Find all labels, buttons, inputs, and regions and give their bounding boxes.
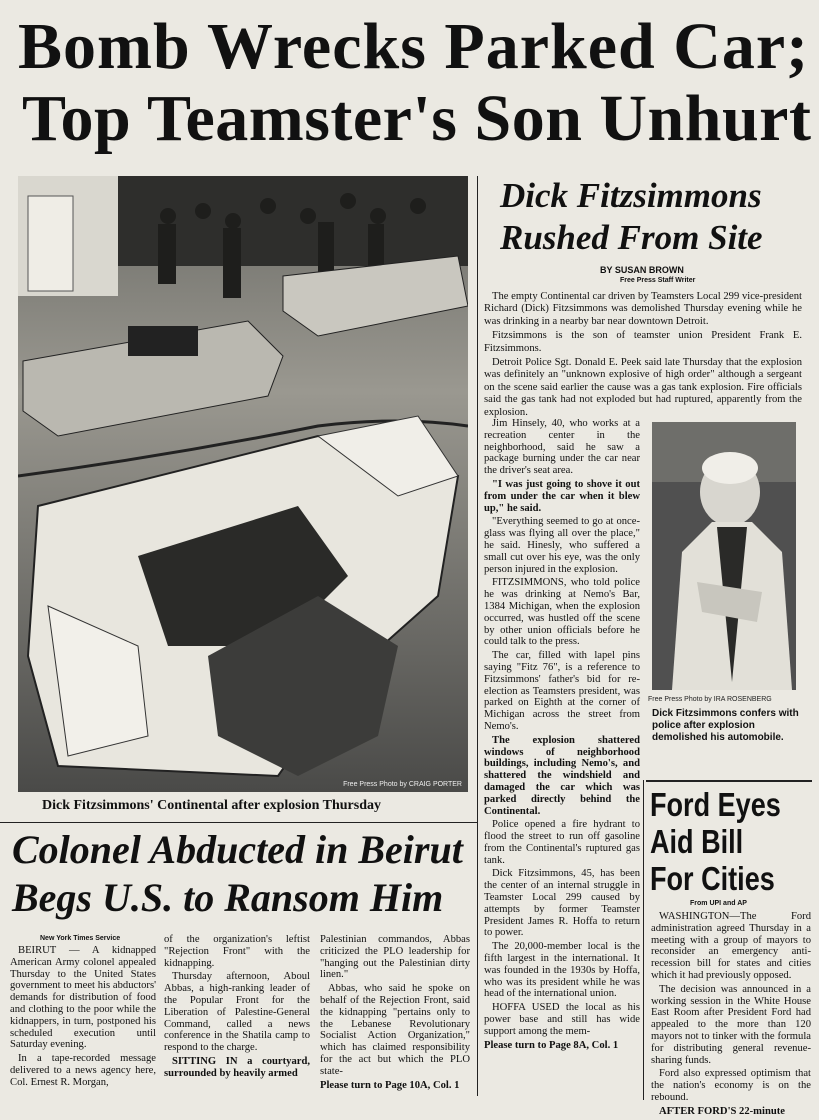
ford-story-text [651, 911, 811, 1120]
beirut-paragraph: BEIRUT — A kidnapped American Army colonel appealed Thursday to the United States government to meet his abductors' demands for distribution of food and clothing to the poor while the kidnappers, in turn, postponed his scheduled execution until Saturday evening. [10, 945, 156, 1051]
beirut-paragraph: of the organization's leftist "Rejection Front" with the kidnapping. [164, 934, 310, 969]
ford-box-left-rule [643, 780, 644, 1100]
beirut-paragraph: In a tape-recorded message delivered to a news agency here, Col. Ernest R. Morgan, [10, 1053, 156, 1088]
lead-byline-credit: Free Press Staff Writer [620, 277, 696, 284]
lead-subhead-line1: Dick Fitzsimmons [500, 176, 762, 215]
lead-jump-line: Please turn to Page 8A, Col. 1 [484, 1039, 619, 1051]
lead-story-narrow-text [484, 418, 640, 1053]
column-divider [477, 176, 478, 1096]
ford-headline-line1: Ford Eyes [650, 786, 781, 823]
beirut-col1 [10, 945, 156, 1091]
beirut-paragraph: Abbas, who said he spoke on behalf of the Rejection Front, said the kidnapping "pertains only to the Lebanese Revolutionary Socialist Action Organization," which has claimed responsibility for the act but which the PLO state- [320, 983, 470, 1077]
car-wreck-image [18, 176, 468, 792]
lead-subhead-line2: Rushed From Site [500, 218, 763, 257]
ford-box-top-rule [646, 780, 812, 782]
beirut-col3 [320, 934, 470, 1093]
beirut-jump-line: Please turn to Page 10A, Col. 1 [320, 1079, 460, 1091]
lead-paragraph: HOFFA USED the local as his power base and still has wide support among the mem- [484, 1002, 640, 1037]
lead-paragraph: Jim Hinsely, 40, who works at a recreation center in the neighborhood, said he saw a package burning under the car near the driver's seat area. [484, 418, 640, 477]
lead-paragraph: Detroit Police Sgt. Donald E. Peek said late Thursday that the explosion was definitely an "unknown explosive of high order" although a sergeant on the scene said earlier the cause was a gas tank explosion. Fire officials said the gas tank had not exploded but had ruptured, apparently from the explosion. [484, 357, 802, 418]
beirut-paragraph: Palestinian commandos, Abbas criticized the PLO leadership for "hanging out the Palestinian dirty linen." [320, 934, 470, 981]
lead-paragraph: FITZSIMMONS, who told police he was drinking at Nemo's Bar, 1384 Michigan, when the explosion occurred, was hustled off the scene by other union officials before he could talk to the press. [484, 577, 640, 648]
beirut-paragraph: Thursday afternoon, Aboul Abbas, a high-ranking leader of the Popular Front for the Liberation of Palestine-General Command, called a news conference in the Shatila camp to respond to the charge. [164, 971, 310, 1054]
beirut-service: New York Times Service [40, 935, 121, 942]
lead-paragraph: The car, filled with lapel pins saying "Fitz 76", is a reference to Fitzsimmons' father's bid for re-election as Teamsters president, was parked on Eighth at the corner of Michigan across the street from Nemo's. [484, 650, 640, 732]
ford-paragraph: WASHINGTON—The Ford administration agreed Thursday in a meeting with a group of mayors to reconsider an emergency anti-recession bill for states and cities which it had previously opposed. [651, 911, 811, 981]
lead-paragraph: "I was just going to shove it out from under the car when it blew up," he said. [484, 478, 640, 514]
main-headline-line1: Bomb Wrecks Parked Car; [18, 10, 810, 83]
main-photo-caption: Dick Fitzsimmons' Continental after explosion Thursday [42, 798, 382, 813]
lead-paragraph: The empty Continental car driven by Teamsters Local 299 vice-president Richard (Dick) Fitzsimmons was demolished Thursday evening while he was drinking in a nearby bar near downtown Detroit. [484, 291, 802, 327]
portrait-photo [652, 422, 796, 690]
ford-headline-line2: Aid Bill [650, 823, 744, 860]
ford-paragraph: AFTER FORD'S 22-minute [659, 1105, 785, 1117]
ford-service: From UPI and AP [690, 900, 747, 907]
beirut-headline-line2: Begs U.S. to Ransom Him [12, 875, 444, 920]
beirut-headline-line1: Colonel Abducted in Beirut [12, 827, 463, 872]
beirut-paragraph: SITTING IN a courtyard, surrounded by heavily armed [164, 1055, 310, 1079]
main-headline-line2: Top Teamster's Son Unhurt [22, 82, 812, 155]
portrait-caption: Dick Fitzsimmons confers with police after explosion demolished his automobile. [652, 708, 799, 743]
lead-paragraph: Dick Fitzsimmons, 45, has been the center of an internal struggle in Teamster Local 299 caused by attempts by former Teamster President James R. Hoffa to return to power. [484, 868, 640, 939]
beirut-col2 [164, 934, 310, 1082]
portrait-credit: Free Press Photo by IRA ROSENBERG [648, 696, 772, 703]
portrait-image [652, 422, 796, 690]
headline-rule [0, 822, 478, 823]
lead-paragraph: "Everything seemed to go at once- glass was flying all over the place," he said. Hinesly, who suffered a small cut over his eye, was the only person injured in the explosion. [484, 516, 640, 575]
lead-story-wide-text [484, 291, 802, 421]
lead-byline: BY SUSAN BROWN [600, 265, 684, 275]
lead-paragraph: Fitzsimmons is the son of teamster union President Frank E. Fitzsimmons. [484, 330, 802, 354]
lead-paragraph: The explosion shattered windows of neighborhood buildings, including Nemo's, and shattered the windshield and damaged the car which was parked directly behind the Continental. [484, 734, 640, 817]
ford-paragraph: Ford also expressed optimism that the nation's economy is on the rebound. [651, 1068, 811, 1103]
main-photo-credit: Free Press Photo by CRAIG PORTER [343, 781, 462, 788]
lead-paragraph: Police opened a fire hydrant to flood the street to run off gasoline from the Continental's ruptured gas tank. [484, 819, 640, 866]
ford-headline-line3: For Cities [650, 860, 775, 897]
main-photo [18, 176, 468, 792]
ford-paragraph: The decision was announced in a working session in the White House East Room after President Ford had appealed to the more than 120 mayors not to tinker with the formula for distributing general revenue-sharing funds. [651, 983, 811, 1066]
lead-paragraph: The 20,000-member local is the fifth largest in the international. It was founded in the 1930s by Hoffa, who was its president while he was head of the international union. [484, 941, 640, 1000]
